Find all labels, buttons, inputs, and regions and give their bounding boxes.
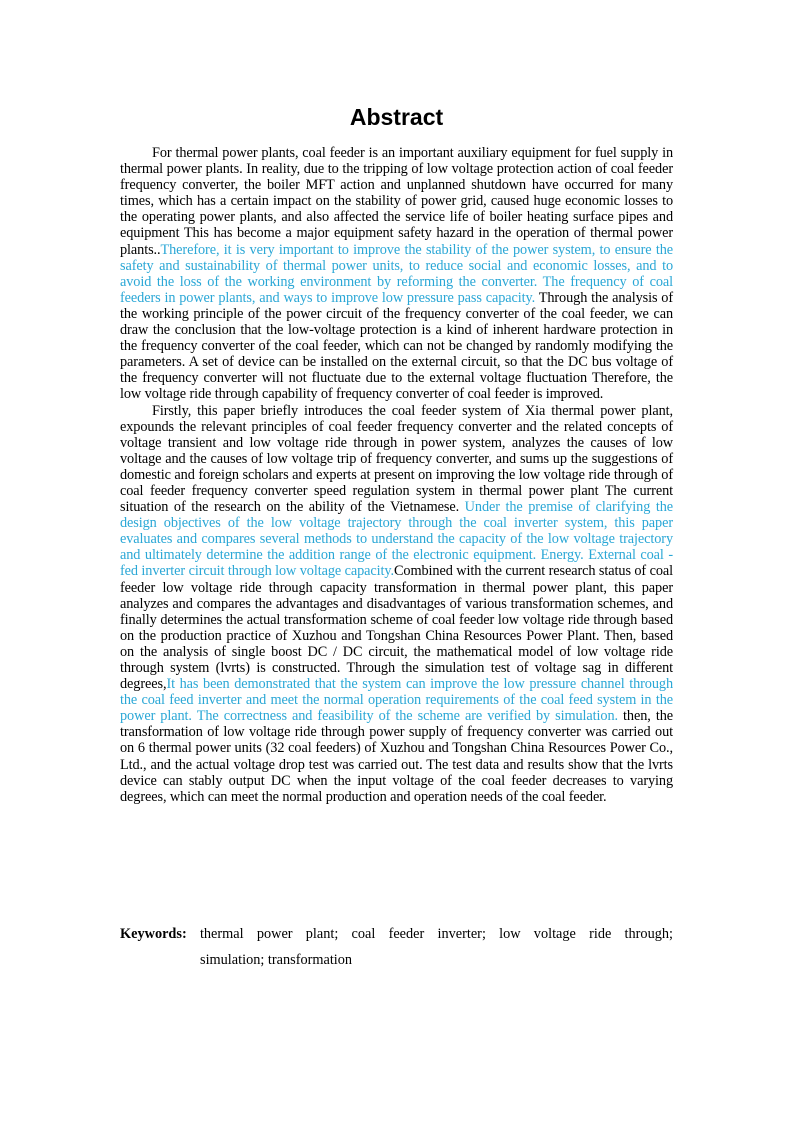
paragraph-2-highlight-1: Under the premise of clarifying the design objectives of the low voltage trajectory through the coal inverter system, this paper evaluates and compares several methods to understand the capacity of the low voltage trajectory and ultimately determine the addition range of the electronic equipment. Energy. External coal - fed inverter circuit through low voltage capacity.	[120, 499, 673, 580]
keywords-section	[120, 921, 673, 973]
paragraph-2-highlight-2: It has been demonstrated that the system can improve the low pressure channel through the coal feed inverter and meet the normal operation requirements of the coal feed system in the power plant. The correctness and feasibility of the scheme are verified by simulation.	[120, 676, 673, 725]
paragraph-1-text-2: Through the analysis of the working principle of the power circuit of the frequency converter of the coal feeder, we can draw the conclusion that the low-voltage protection is a kind of inherent hardware protection in the frequency converter of the coal feeder, which can not be changed by randomly modifying the parameters. A set of device can be installed on the external circuit, so that the DC bus voltage of the frequency converter will not fluctuate due to the external voltage fluctuation Therefore, the low voltage ride through capability of frequency converter of coal feeder is improved.	[120, 289, 673, 403]
keywords-line-2: simulation; transformation	[200, 952, 353, 968]
abstract-paragraph-2	[120, 403, 673, 805]
keywords-line-1	[120, 921, 673, 947]
paragraph-2-text-2: Combined with the current research status of coal feeder low voltage ride through capacity transformation in thermal power plant, this paper analyzes and compares the advantages and disadvantages of various transformation schemes, and finally determines the actual transformation scheme of coal feeder low voltage ride through based on the production practice of Xuzhou and Tongshan China Resources Power Plant. Then, based on the analysis of single boost DC / DC circuit, the mathematical model of low voltage ride through system (lvrts) is constructed. Through the simulation test of voltage sag in different degrees,	[120, 563, 673, 693]
abstract-paragraph-1	[120, 145, 673, 403]
page-title: Abstract	[349, 104, 444, 130]
abstract-body	[120, 145, 673, 805]
keywords-label: Keywords:	[120, 926, 187, 942]
paragraph-2-text-3: then, the transformation of low voltage ride through power supply of frequency converter was carried out on 6 thermal power units (32 coal feeders) of Xuzhou and Tongshan China Resources Power Co., Ltd., and the actual voltage drop test was carried out. The test data and results show that the lvrts device can stably output DC when the input voltage of the coal feeder decreases to varying degrees, which can meet the normal production and operation needs of the coal feeder.	[120, 708, 673, 805]
paragraph-1-text-1: For thermal power plants, coal feeder is an important auxiliary equipment for fuel supply in thermal power plants. In reality, due to the tripping of low voltage protection action of coal feeder frequency converter, the boiler MFT action and unplanned shutdown have occurred for many times, which has a certain impact on the stability of power grid, caused huge economic losses to the operating power plants, and also affected the service life of boiler heating surface pipes and equipment This has become a major equipment safety hazard in the operation of thermal power plants..	[120, 145, 673, 258]
keywords-list-1: thermal power plant; coal feeder inverter; low voltage ride through;	[199, 926, 673, 942]
paragraph-1-highlight-1: Therefore, it is very important to improve the stability of the power system, to ensure the safety and sustainability of thermal power units, to reduce social and economic losses, and to avoid the loss of the working environment by reforming the converter. The frequency of coal feeders in power plants, and ways to improve low pressure pass capacity.	[120, 241, 673, 306]
paragraph-2-text-1: Firstly, this paper briefly introduces the coal feeder system of Xia thermal power plant, expounds the relevant principles of coal feeder frequency converter and the related concepts of voltage transient and low voltage ride through in power system, analyzes the causes of low voltage and the causes of low voltage trip of frequency converter, and sums up the suggestions of domestic and foreign scholars and experts at present on improving the low voltage ride through of coal feeder frequency converter speed regulation system in thermal power plant The current situation of the research on the ability of the Vietnamese.	[120, 402, 673, 516]
